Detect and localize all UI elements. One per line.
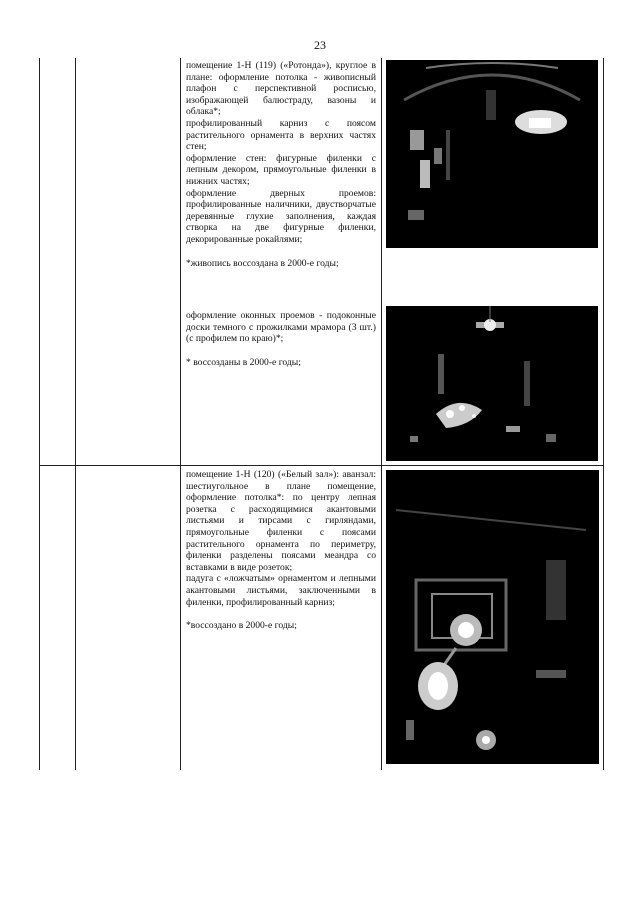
page-number: 23 [314,38,326,52]
paragraph: оформление дверных проемов: профилированные наличники, двустворчатые деревянные глухие заполнения, каждая створка на две фигурные филенки, декорированные рокайлями; [186,187,376,245]
paragraph: оформление стен: фигурные филенки с лепным декором, прямоугольные филенки в нижних частях; [186,152,376,187]
paragraph: профилированный карниз с поясом растительного орнамента в верхних частях стен; [186,117,376,153]
paragraph: помещение 1-Н (120) («Белый зал»): аванзал: шестиугольное в плане помещение, оформление потолка*: по центру лепная розетка с расходящимися акантовыми листьями и тирсами с гирляндами, прямоугольные филенки с поясами растительного орнамента по периметру, филенки разделены поясами меандра со вставками в виде розеток; [186,469,376,573]
table-border-right [603,58,604,770]
footnote: *живопись воссоздана в 2000-е годы; [186,257,339,269]
photo-rotunda-ceiling [386,60,598,248]
paragraph: оформление оконных проемов - подоконные доски темного с прожилками мрамора (3 шт.) (с профилем по краю)*; [186,310,376,345]
paragraph: помещение 1-Н (119) («Ротонда»), круглое в плане: оформление потолка - живописный плафон с перспективной росписью, изображающей балюстраду, вазоны и облака*; [186,60,376,118]
description-block-white-hall [186,469,376,632]
table-col-divider-3 [381,58,382,770]
photo-window-chandelier [386,306,598,461]
table-col-divider-2 [180,58,181,770]
table-border-left [39,58,40,770]
description-block-windows [186,310,376,368]
table-row-divider [39,465,604,466]
photo-white-hall-ceiling [386,470,599,764]
footnote: * воссозданы в 2000-е годы; [186,356,301,368]
description-block-rotunda [186,60,376,269]
paragraph: падуга с «ложчатым» орнаментом и лепными акантовыми листьями, заключенными в филенки, профилированный карниз; [186,573,376,608]
footnote: *воссоздано в 2000-е годы; [186,620,297,632]
table-col-divider-1 [75,58,76,770]
